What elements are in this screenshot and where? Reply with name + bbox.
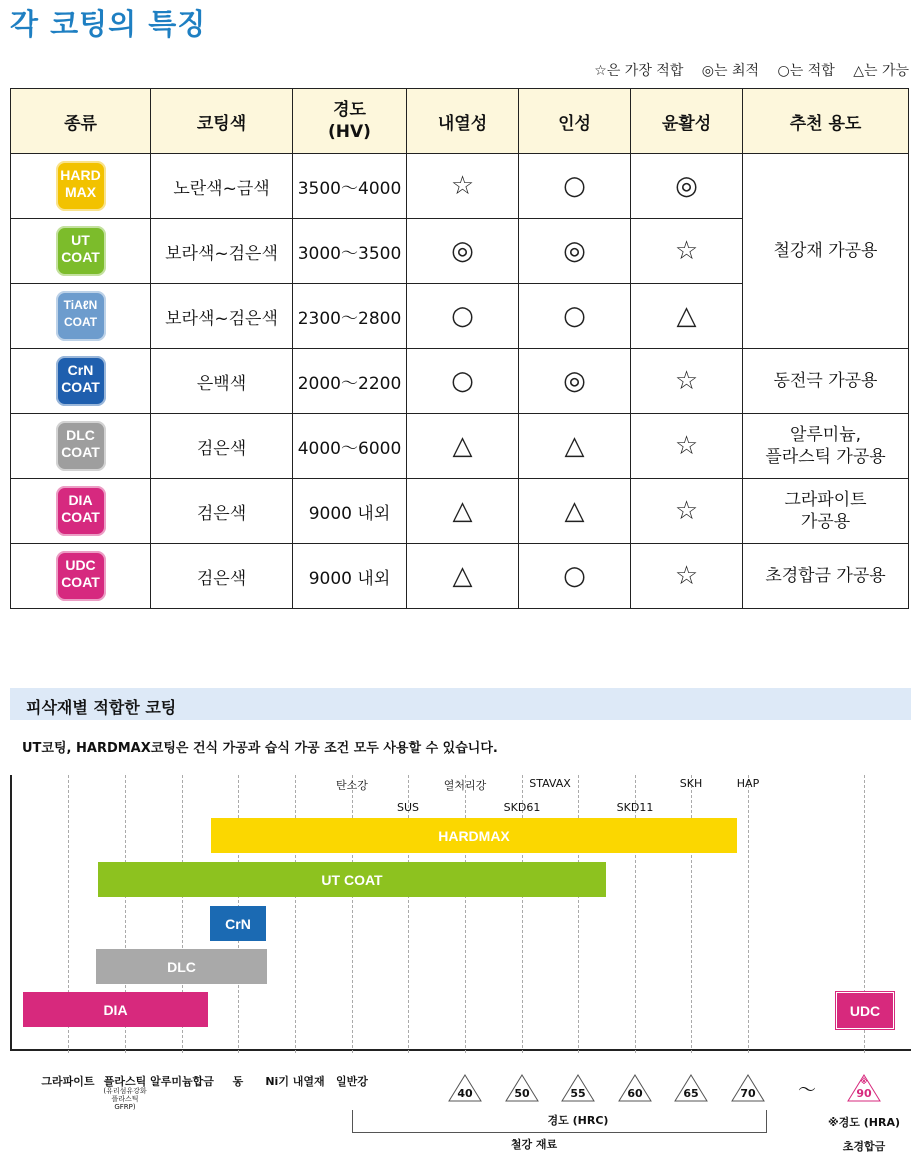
coating-badge bbox=[56, 421, 106, 471]
lubricity-rating: ☆ bbox=[674, 561, 699, 591]
top-label-sus: SUS bbox=[396, 801, 420, 814]
heat-resistance bbox=[407, 544, 519, 609]
lubricity-rating: ☆ bbox=[674, 431, 699, 461]
bar-udc: UDC bbox=[836, 992, 894, 1029]
lubricity-rating: △ bbox=[676, 301, 697, 331]
gridline bbox=[465, 775, 466, 1053]
top-label-stavax: STAVAX bbox=[529, 777, 571, 790]
toughness-rating: ◎ bbox=[563, 236, 586, 266]
header-use: 추천 용도 bbox=[743, 89, 909, 154]
table-row bbox=[11, 479, 909, 544]
bar-dlc: DLC bbox=[96, 949, 267, 984]
heat-resistance bbox=[407, 219, 519, 284]
badge-line-1: DIA bbox=[68, 492, 93, 508]
badge-line-2: COAT bbox=[63, 315, 98, 329]
toughness bbox=[519, 219, 631, 284]
gridline bbox=[635, 775, 636, 1053]
heat-resistance bbox=[407, 154, 519, 219]
heat-resistance bbox=[407, 349, 519, 414]
badge-line-2: COAT bbox=[61, 444, 100, 460]
coating-badge-cell bbox=[11, 479, 151, 544]
legend-double-circle: ◎는 최적 bbox=[701, 63, 760, 79]
coating-hardness: 2000～2200 bbox=[293, 349, 407, 414]
coating-badge bbox=[56, 291, 106, 341]
badge-line-2: MAX bbox=[64, 184, 97, 200]
lubricity bbox=[631, 414, 743, 479]
lubricity-rating: ☆ bbox=[674, 366, 699, 396]
toughness bbox=[519, 544, 631, 609]
section-note: UT코팅, HARDMAX코팅은 건식 가공과 습식 가공 조건 모두 사용할 수 있습니다. bbox=[22, 741, 498, 756]
heat-rating: △ bbox=[452, 561, 473, 591]
gridline bbox=[522, 775, 523, 1053]
gridline bbox=[408, 775, 409, 1053]
lubricity bbox=[631, 219, 743, 284]
badge-line-1: DLC bbox=[66, 427, 95, 443]
steel-label: 철강 재료 bbox=[510, 1138, 558, 1151]
toughness bbox=[519, 349, 631, 414]
lubricity-rating: ☆ bbox=[674, 236, 699, 266]
header-hardness: 경도 (HV) bbox=[293, 89, 407, 154]
hra-90-mark: ※ bbox=[860, 1077, 868, 1086]
lubricity bbox=[631, 284, 743, 349]
coating-color: 은백색 bbox=[151, 349, 293, 414]
badge-line-2: COAT bbox=[61, 574, 100, 590]
coating-badge-cell bbox=[11, 414, 151, 479]
chart-axis-left bbox=[10, 775, 12, 1050]
page-title: 각 코팅의 특징 bbox=[10, 7, 207, 41]
material-aluminum: 알루미늄합금 bbox=[150, 1075, 214, 1088]
header-lubricity: 윤활성 bbox=[631, 89, 743, 154]
coating-hardness: 9000 내외 bbox=[293, 479, 407, 544]
recommended-use: 그라파이트 가공용 bbox=[743, 479, 909, 544]
coating-badge-cell bbox=[11, 154, 151, 219]
heat-resistance bbox=[407, 284, 519, 349]
coating-color: 검은색 bbox=[151, 479, 293, 544]
coating-color: 보라색~검은색 bbox=[151, 219, 293, 284]
coating-badge-cell bbox=[11, 284, 151, 349]
chart-axis-bottom bbox=[10, 1049, 911, 1051]
heat-rating: △ bbox=[452, 496, 473, 526]
material-ni-alloy: Ni기 내열재 bbox=[265, 1075, 325, 1088]
coating-hardness: 2300～2800 bbox=[293, 284, 407, 349]
toughness bbox=[519, 479, 631, 544]
toughness-rating: ○ bbox=[563, 171, 586, 201]
badge-line-1: TiAℓN bbox=[63, 298, 98, 312]
badge-line-2: COAT bbox=[61, 249, 100, 265]
badge-line-1: HARD bbox=[60, 167, 101, 183]
recommended-use: 알루미늄, 플라스틱 가공용 bbox=[743, 414, 909, 479]
coating-badge bbox=[56, 356, 106, 406]
bar-dia: DIA bbox=[23, 992, 208, 1027]
coating-color: 노란색~금색 bbox=[151, 154, 293, 219]
coating-hardness: 3000～3500 bbox=[293, 219, 407, 284]
toughness bbox=[519, 154, 631, 219]
coating-badge-cell bbox=[11, 349, 151, 414]
hrc-40-value: 40 bbox=[457, 1087, 473, 1100]
coating-hardness: 3500～4000 bbox=[293, 154, 407, 219]
header-heat: 내열성 bbox=[407, 89, 519, 154]
material-plastic bbox=[103, 1076, 146, 1111]
hrc-55-value: 55 bbox=[570, 1087, 586, 1100]
steel-bracket bbox=[352, 1110, 767, 1133]
coating-spec-table bbox=[10, 88, 909, 609]
badge-line-1: UT bbox=[71, 232, 90, 248]
gridline bbox=[578, 775, 579, 1053]
table-row bbox=[11, 414, 909, 479]
hrc-65-marker bbox=[673, 1073, 709, 1103]
coating-badge bbox=[56, 551, 106, 601]
coating-badge-cell bbox=[11, 544, 151, 609]
heat-resistance bbox=[407, 479, 519, 544]
recommended-use: 철강재 가공용 bbox=[743, 154, 909, 349]
gridline bbox=[691, 775, 692, 1053]
carbide-label: 초경합금 bbox=[842, 1140, 886, 1153]
toughness-rating: ◎ bbox=[563, 366, 586, 396]
table-row bbox=[11, 544, 909, 609]
bar-crn: CrN bbox=[210, 906, 266, 941]
top-label-skd61: SKD61 bbox=[503, 801, 541, 814]
hrc-50-value: 50 bbox=[514, 1087, 530, 1100]
hrc-60-marker bbox=[617, 1073, 653, 1103]
toughness-rating: △ bbox=[564, 431, 585, 461]
lubricity bbox=[631, 154, 743, 219]
top-label-heat-treated: 열처리강 bbox=[443, 779, 487, 792]
heat-rating: ○ bbox=[451, 301, 474, 331]
badge-line-1: CrN bbox=[67, 362, 94, 378]
toughness-rating: ○ bbox=[563, 301, 586, 331]
range-tilde: ～ bbox=[798, 1080, 816, 1101]
coating-color: 보라색~검은색 bbox=[151, 284, 293, 349]
lubricity bbox=[631, 349, 743, 414]
coating-color: 검은색 bbox=[151, 414, 293, 479]
material-copper: 동 bbox=[232, 1075, 244, 1088]
top-label-carbon-steel: 탄소강 bbox=[336, 779, 368, 792]
badge-line-2: COAT bbox=[61, 509, 100, 525]
material-plastic-sub: (유리섬유강화 플라스틱 GFRP) bbox=[103, 1087, 147, 1111]
hrc-40-marker bbox=[447, 1073, 483, 1103]
hrc-50-marker bbox=[504, 1073, 540, 1103]
material-general-steel: 일반강 bbox=[336, 1075, 368, 1088]
badge-line-2: COAT bbox=[61, 379, 100, 395]
top-label-hap: HAP bbox=[736, 777, 760, 790]
lubricity-rating: ☆ bbox=[674, 496, 699, 526]
toughness bbox=[519, 414, 631, 479]
lubricity bbox=[631, 544, 743, 609]
heat-rating: △ bbox=[452, 431, 473, 461]
legend-star: ☆은 가장 적합 bbox=[594, 63, 684, 79]
lubricity-rating: ◎ bbox=[675, 171, 698, 201]
gridline bbox=[748, 775, 749, 1053]
heat-rating: ○ bbox=[451, 366, 474, 396]
legend-triangle: △는 가능 bbox=[853, 63, 909, 79]
recommended-use: 동전극 가공용 bbox=[743, 349, 909, 414]
bar-hardmax: HARDMAX bbox=[211, 818, 737, 853]
table-header-row bbox=[11, 89, 909, 154]
hra-90-marker bbox=[846, 1073, 882, 1103]
coating-range-chart bbox=[0, 770, 921, 1162]
coating-badge bbox=[56, 486, 106, 536]
section-title: 피삭재별 적합한 코팅 bbox=[26, 698, 177, 717]
material-plastic-label: 플라스틱 bbox=[103, 1075, 147, 1088]
toughness bbox=[519, 284, 631, 349]
hra-90-value: 90 bbox=[856, 1087, 872, 1100]
hrc-65-value: 65 bbox=[683, 1087, 699, 1100]
table-row bbox=[11, 349, 909, 414]
hrc-70-marker bbox=[730, 1073, 766, 1103]
badge-line-1: UDC bbox=[65, 557, 96, 573]
coating-color: 검은색 bbox=[151, 544, 293, 609]
heat-rating: ◎ bbox=[451, 236, 474, 266]
header-type: 종류 bbox=[11, 89, 151, 154]
recommended-use: 초경합금 가공용 bbox=[743, 544, 909, 609]
hrc-60-value: 60 bbox=[627, 1087, 643, 1100]
symbol-legend bbox=[580, 60, 909, 80]
table-row bbox=[11, 154, 909, 219]
toughness-rating: △ bbox=[564, 496, 585, 526]
gridline bbox=[352, 775, 353, 1053]
coating-badge-cell bbox=[11, 219, 151, 284]
coating-badge bbox=[56, 161, 106, 211]
top-label-skh: SKH bbox=[679, 777, 703, 790]
legend-circle: ○는 적합 bbox=[777, 63, 835, 79]
coating-hardness: 4000～6000 bbox=[293, 414, 407, 479]
gridline bbox=[295, 775, 296, 1053]
top-label-skd11: SKD11 bbox=[616, 801, 654, 814]
lubricity bbox=[631, 479, 743, 544]
toughness-rating: ○ bbox=[563, 561, 586, 591]
header-color: 코팅색 bbox=[151, 89, 293, 154]
hrc-axis-label: 경도 (HRC) bbox=[547, 1114, 609, 1127]
header-toughness: 인성 bbox=[519, 89, 631, 154]
hrc-55-marker bbox=[560, 1073, 596, 1103]
heat-rating: ☆ bbox=[450, 171, 475, 201]
hra-axis-label: ※경도 (HRA) bbox=[827, 1116, 901, 1129]
coating-hardness: 9000 내외 bbox=[293, 544, 407, 609]
material-graphite: 그라파이트 bbox=[41, 1075, 95, 1088]
coating-badge bbox=[56, 226, 106, 276]
bar-ut-coat: UT COAT bbox=[98, 862, 606, 897]
hrc-70-value: 70 bbox=[740, 1087, 756, 1100]
heat-resistance bbox=[407, 414, 519, 479]
